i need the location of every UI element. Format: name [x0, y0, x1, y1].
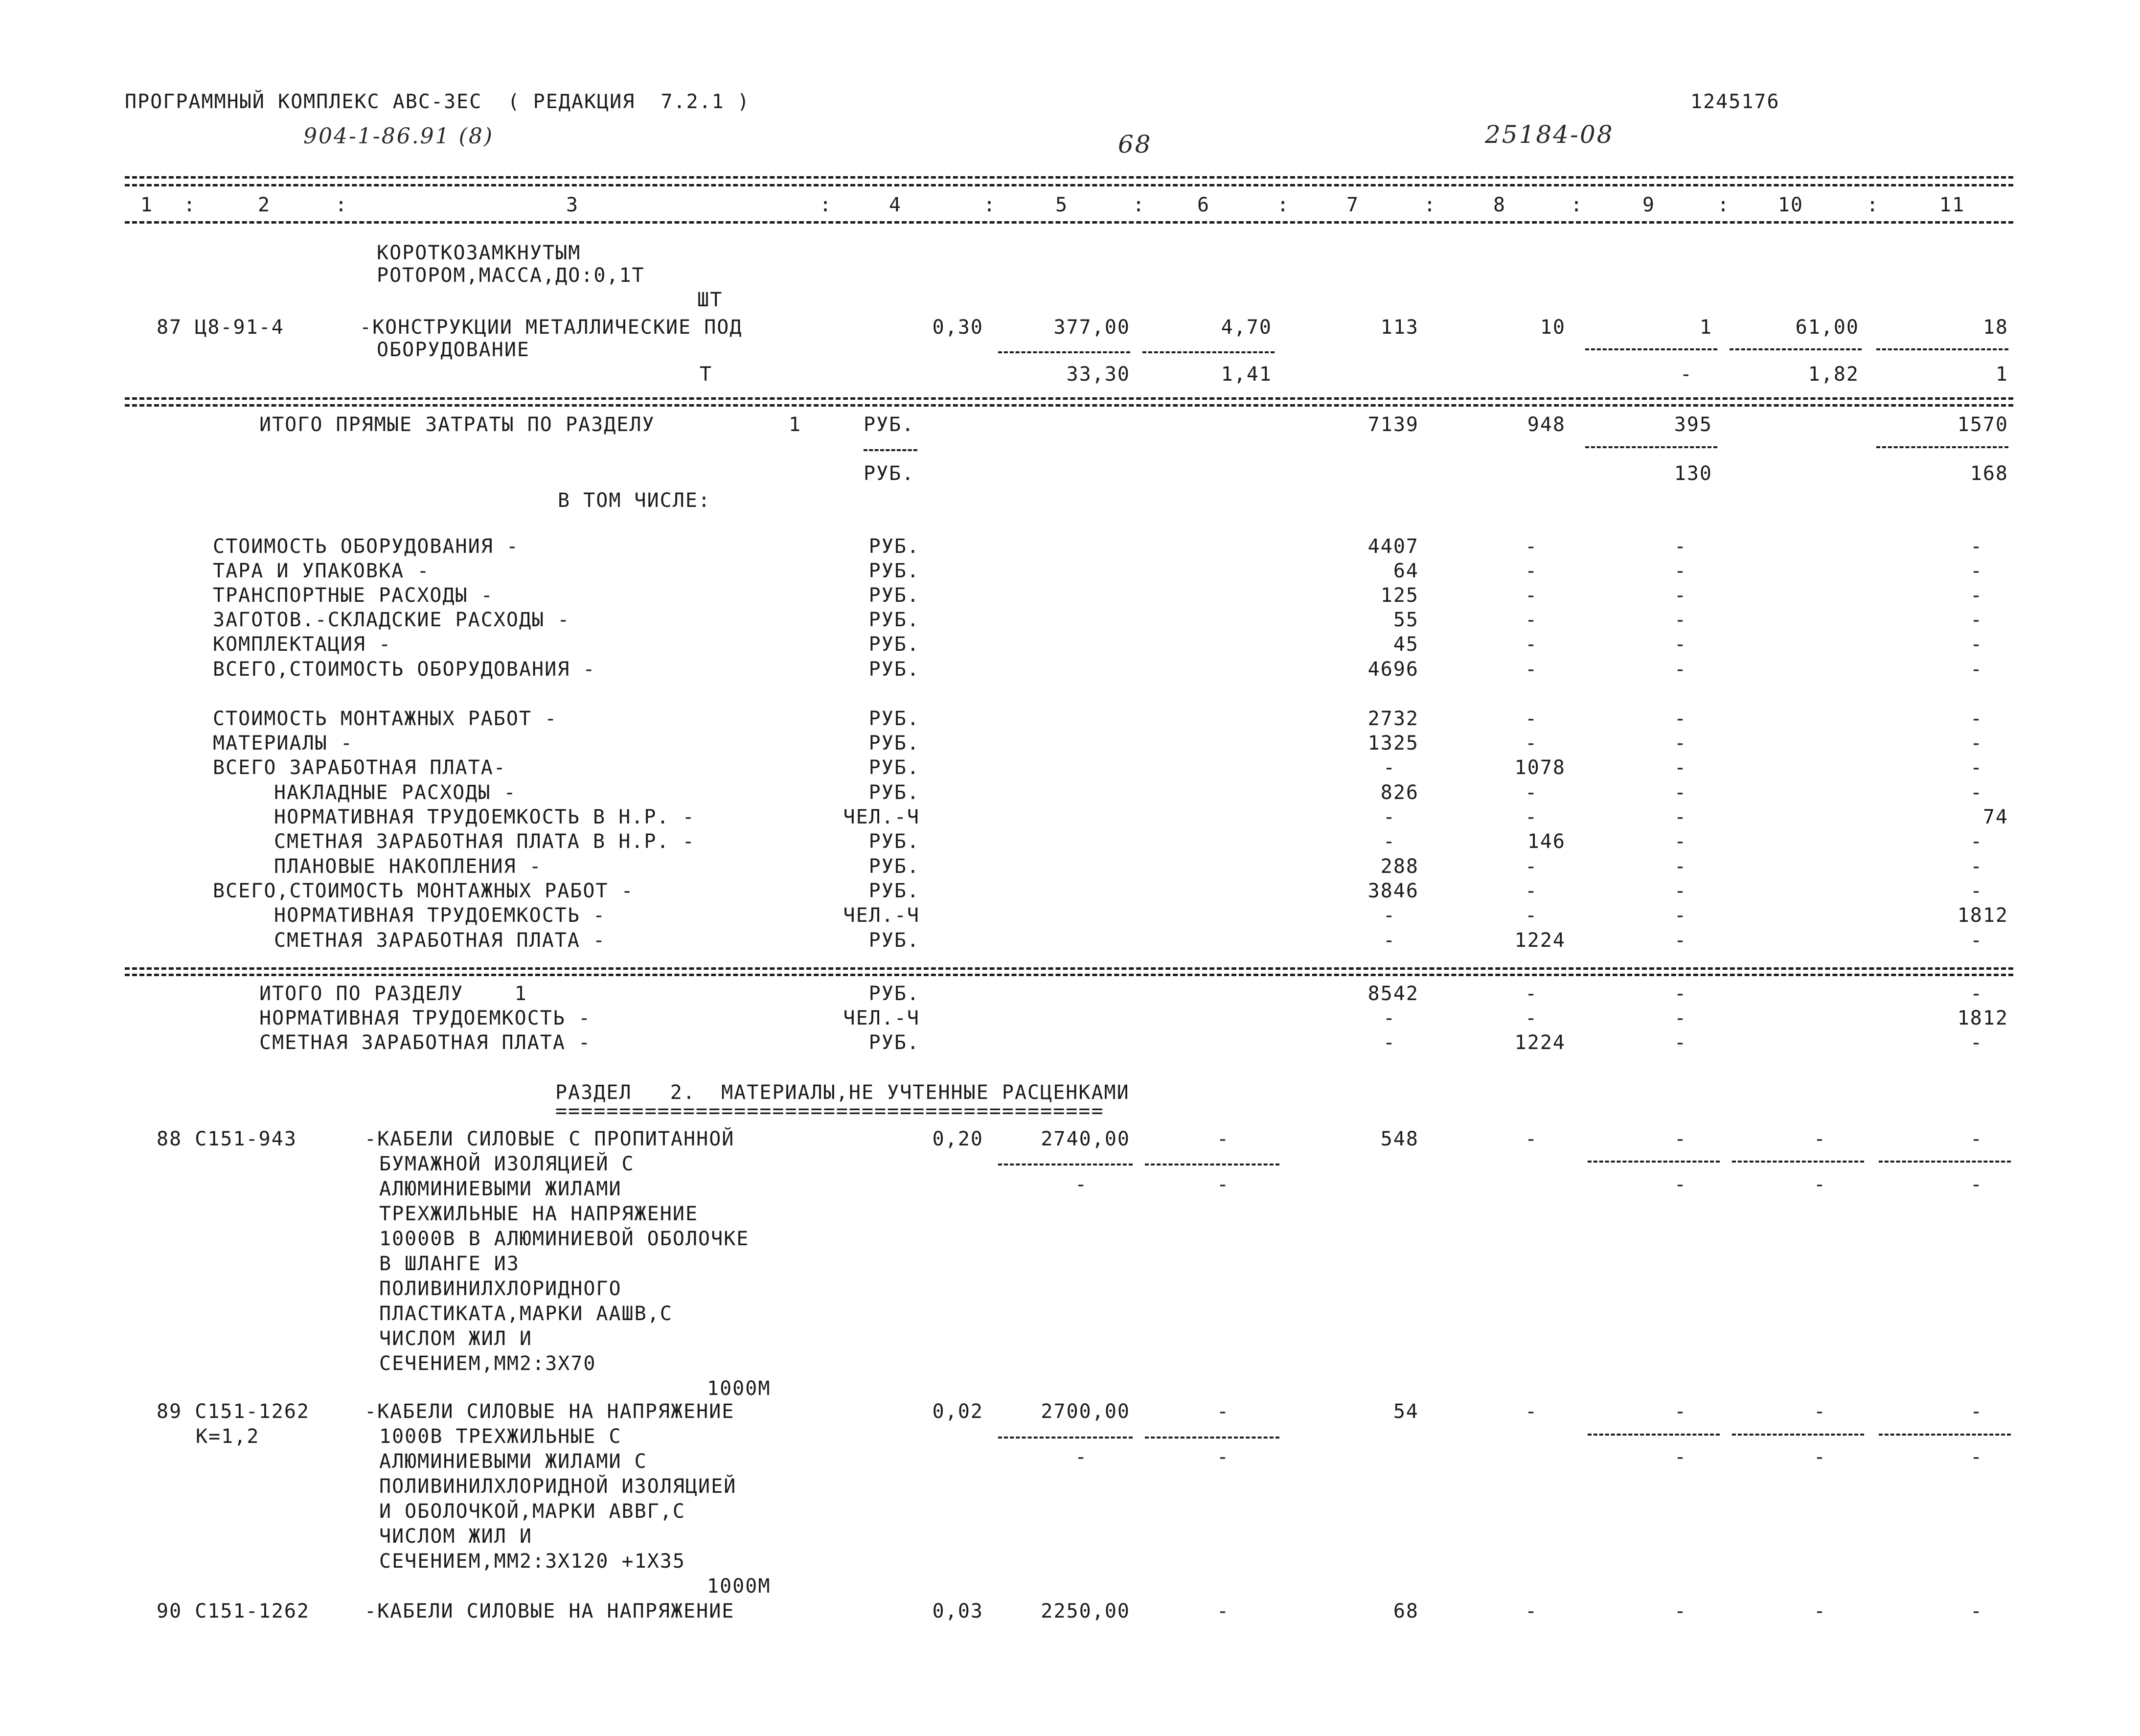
- item-c11: -: [1970, 1400, 1983, 1423]
- section-total-c9: -: [1674, 1031, 1687, 1054]
- item-c8: -: [1525, 1400, 1538, 1423]
- breakdown-c11: -: [1970, 708, 1983, 730]
- breakdown-label: ЗАГОТОВ.-СКЛАДСКИЕ РАСХОДЫ -: [213, 609, 570, 631]
- item-number: 89 С151-1262: [157, 1400, 310, 1423]
- breakdown-c11: -: [1970, 732, 1983, 754]
- sub-rule: [998, 1437, 1133, 1439]
- section-rule: [125, 397, 2013, 400]
- breakdown-c8: -: [1525, 560, 1538, 582]
- breakdown-unit: РУБ.: [868, 658, 920, 681]
- item-c11: 18: [1982, 316, 2008, 339]
- sub-rule: [864, 449, 917, 451]
- col-3: 3: [566, 194, 579, 216]
- breakdown-unit: РУБ.: [868, 929, 920, 952]
- breakdown-unit: РУБ.: [868, 633, 920, 656]
- item-c5: 2740,00: [1041, 1128, 1130, 1150]
- breakdown-label: ВСЕГО,СТОИМОСТЬ ОБОРУДОВАНИЯ -: [213, 658, 596, 681]
- breakdown-label: НОРМАТИВНАЯ ТРУДОЕМКОСТЬ В Н.Р. -: [274, 806, 695, 828]
- page-number: 68: [1118, 130, 1152, 159]
- breakdown-label: ВСЕГО ЗАРАБОТНАЯ ПЛАТА-: [213, 756, 506, 779]
- item-desc-1: -КОНСТРУКЦИИ МЕТАЛЛИЧЕСКИЕ ПОД: [360, 316, 743, 339]
- item-desc-4: ПОЛИВИНИЛХЛОРИДНОЙ ИЗОЛЯЦИЕЙ: [379, 1475, 737, 1498]
- breakdown-c9: -: [1674, 806, 1687, 828]
- breakdown-label: СТОИМОСТЬ ОБОРУДОВАНИЯ -: [213, 535, 519, 558]
- item-desc-8: ПЛАСТИКАТА,МАРКИ ААШВ,С: [379, 1302, 673, 1325]
- item-c6-labor: -: [1216, 1173, 1230, 1196]
- sub-rule: [1732, 1434, 1864, 1436]
- breakdown-c9: -: [1674, 535, 1687, 558]
- section-total-c8: -: [1525, 1007, 1538, 1029]
- sub-rule: [1142, 351, 1275, 353]
- item-c5: 377,00: [1053, 316, 1130, 339]
- total-label: ИТОГО ПРЯМЫЕ ЗАТРАТЫ ПО РАЗДЕЛУ: [259, 413, 655, 436]
- breakdown-c8: -: [1525, 609, 1538, 631]
- breakdown-c9: -: [1674, 584, 1687, 607]
- item-c11: -: [1970, 1600, 1983, 1622]
- breakdown-c7: -: [1383, 904, 1396, 927]
- breakdown-c7: 4407: [1367, 535, 1419, 558]
- sub-rule: [1145, 1437, 1279, 1439]
- breakdown-c8: -: [1525, 584, 1538, 607]
- item-unit: 1000М: [707, 1575, 771, 1598]
- breakdown-c8: -: [1525, 880, 1538, 902]
- breakdown-c9: -: [1674, 830, 1687, 853]
- item-desc-6: В ШЛАНГЕ ИЗ: [379, 1253, 520, 1275]
- item-c9: 1: [1699, 316, 1712, 339]
- col-10: 10: [1777, 194, 1804, 216]
- breakdown-c9: -: [1674, 560, 1687, 582]
- breakdown-c8: -: [1525, 781, 1538, 804]
- prev-item-desc-2: РОТОРОМ,МАССА,ДО:0,1Т: [377, 264, 645, 287]
- breakdown-c11: 74: [1982, 806, 2008, 828]
- section-total-c8: 1224: [1514, 1031, 1566, 1054]
- breakdown-unit: РУБ.: [868, 732, 920, 754]
- col-9: 9: [1642, 194, 1656, 216]
- sub-rule: [1876, 446, 2008, 448]
- breakdown-c11: -: [1970, 560, 1983, 582]
- section-total-unit: РУБ.: [868, 982, 920, 1005]
- section-rule: [125, 404, 2013, 407]
- breakdown-c11: -: [1970, 535, 1983, 558]
- item-c6: -: [1216, 1400, 1230, 1423]
- item-c11: -: [1970, 1128, 1983, 1150]
- item-c10: -: [1813, 1128, 1827, 1150]
- item-desc-7: ПОЛИВИНИЛХЛОРИДНОГО: [379, 1278, 622, 1300]
- section-total-c8: -: [1525, 982, 1538, 1005]
- item-c10-labor: -: [1813, 1446, 1827, 1468]
- breakdown-c9: -: [1674, 732, 1687, 754]
- breakdown-label: МАТЕРИАЛЫ -: [213, 732, 353, 754]
- breakdown-label: СМЕТНАЯ ЗАРАБОТНАЯ ПЛАТА -: [274, 929, 606, 952]
- item-c9-labor: -: [1674, 1446, 1687, 1468]
- total-c8: 948: [1527, 413, 1566, 436]
- breakdown-c7: 2732: [1367, 708, 1419, 730]
- section-2-title: РАЗДЕЛ 2. МАТЕРИАЛЫ,НЕ УЧТЕННЫЕ РАСЦЕНКАМИ: [555, 1081, 1130, 1104]
- col-11: 11: [1939, 194, 1965, 216]
- breakdown-c9: -: [1674, 708, 1687, 730]
- item-desc-1: -КАБЕЛИ СИЛОВЫЕ НА НАПРЯЖЕНИЕ: [364, 1400, 735, 1423]
- breakdown-c9: -: [1674, 609, 1687, 631]
- item-desc-2: 1000В ТРЕХЖИЛЬНЫЕ С: [379, 1425, 622, 1448]
- sub-rule: [1588, 1434, 1720, 1436]
- breakdown-c9: -: [1674, 855, 1687, 878]
- section-total-c11: -: [1970, 1031, 1983, 1054]
- breakdown-label: СМЕТНАЯ ЗАРАБОТНАЯ ПЛАТА В Н.Р. -: [274, 830, 695, 853]
- breakdown-unit: РУБ.: [868, 880, 920, 902]
- item-c6: -: [1216, 1600, 1230, 1622]
- breakdown-c11: -: [1970, 929, 1983, 952]
- breakdown-label: ВСЕГО,СТОИМОСТЬ МОНТАЖНЫХ РАБОТ -: [213, 880, 634, 902]
- total-unit-2: РУБ.: [864, 462, 915, 485]
- item-number: 90 С151-1262: [157, 1600, 310, 1622]
- item-c6: -: [1216, 1128, 1230, 1150]
- item-c5-labor: -: [1074, 1446, 1088, 1468]
- item-c11-labor: -: [1970, 1173, 1983, 1196]
- item-c10: -: [1813, 1600, 1827, 1622]
- breakdown-c8: -: [1525, 855, 1538, 878]
- program-title: ПРОГРАММНЫЙ КОМПЛЕКС АВС-3ЕС ( РЕДАКЦИЯ 7.2.1 ): [125, 91, 751, 113]
- breakdown-c11: -: [1970, 830, 1983, 853]
- item-c7: 68: [1393, 1600, 1419, 1622]
- document-number: 1245176: [1690, 91, 1780, 113]
- col-6: 6: [1197, 194, 1210, 216]
- section-2-underline: ===========================================: [555, 1100, 1104, 1122]
- item-c9-labor: -: [1674, 1173, 1687, 1196]
- header-rule-mid: [125, 184, 2013, 186]
- item-unit: Т: [700, 363, 713, 386]
- item-c8: -: [1525, 1600, 1538, 1622]
- prev-item-unit: ШТ: [697, 289, 723, 311]
- sub-rule: [998, 1164, 1133, 1165]
- item-c10: 61,00: [1795, 316, 1859, 339]
- breakdown-c7: 826: [1380, 781, 1419, 804]
- section-total-label: ИТОГО ПО РАЗДЕЛУ 1: [259, 982, 527, 1005]
- breakdown-c9: -: [1674, 658, 1687, 681]
- item-desc-10: СЕЧЕНИЕМ,ММ2:3Х70: [379, 1352, 596, 1375]
- including-label: В ТОМ ЧИСЛЕ:: [558, 489, 711, 512]
- breakdown-c9: -: [1674, 880, 1687, 902]
- breakdown-label: ТРАНСПОРТНЫЕ РАСХОДЫ -: [213, 584, 494, 607]
- item-desc-4: ТРЕХЖИЛЬНЫЕ НА НАПРЯЖЕНИЕ: [379, 1203, 699, 1225]
- breakdown-unit: РУБ.: [868, 781, 920, 804]
- sub-rule: [1585, 446, 1717, 448]
- breakdown-c9: -: [1674, 633, 1687, 656]
- breakdown-c8: 1224: [1514, 929, 1566, 952]
- sub-rule: [1145, 1164, 1279, 1165]
- item-c5: 2250,00: [1041, 1600, 1130, 1622]
- breakdown-c7: 125: [1380, 584, 1419, 607]
- item-c7: 113: [1380, 316, 1419, 339]
- stamp-code: 25184-08: [1485, 120, 1614, 149]
- col-1: 1: [140, 194, 154, 216]
- section-total-unit: РУБ.: [868, 1031, 920, 1054]
- sub-rule: [1879, 1434, 2011, 1436]
- breakdown-c9: -: [1674, 904, 1687, 927]
- item-desc-6: ЧИСЛОМ ЖИЛ И: [379, 1525, 532, 1548]
- item-c9: -: [1674, 1400, 1687, 1423]
- breakdown-label: ПЛАНОВЫЕ НАКОПЛЕНИЯ -: [274, 855, 542, 878]
- breakdown-c11: -: [1970, 584, 1983, 607]
- item-c6: 4,70: [1221, 316, 1272, 339]
- breakdown-c11: -: [1970, 609, 1983, 631]
- item-c5-labor: -: [1074, 1173, 1088, 1196]
- total-c7: 7139: [1367, 413, 1419, 436]
- item-number: 87 Ц8-91-4: [157, 316, 284, 339]
- breakdown-c11: -: [1970, 658, 1983, 681]
- sub-rule: [1588, 1161, 1720, 1163]
- sub-rule: [1732, 1161, 1864, 1163]
- breakdown-c7: -: [1383, 929, 1396, 952]
- project-code: 904-1-86.91 (8): [303, 124, 494, 149]
- section-total-c7: 8542: [1367, 982, 1419, 1005]
- item-c11-labor: 1: [1995, 363, 2008, 386]
- item-c11-labor: -: [1970, 1446, 1983, 1468]
- total-c11: 1570: [1957, 413, 2008, 436]
- section-rule: [125, 967, 2013, 970]
- item-desc-5: 10000В В АЛЮМИНИЕВОЙ ОБОЛОЧКЕ: [379, 1228, 750, 1250]
- breakdown-label: СТОИМОСТЬ МОНТАЖНЫХ РАБОТ -: [213, 708, 558, 730]
- section-total-c9: -: [1674, 982, 1687, 1005]
- total-c9-labor: 130: [1674, 462, 1712, 485]
- item-c5-labor: 33,30: [1066, 363, 1130, 386]
- breakdown-c9: -: [1674, 756, 1687, 779]
- item-desc-2: БУМАЖНОЙ ИЗОЛЯЦИЕЙ С: [379, 1153, 635, 1175]
- breakdown-c11: -: [1970, 855, 1983, 878]
- total-c9: 395: [1674, 413, 1712, 436]
- breakdown-c8: -: [1525, 904, 1538, 927]
- estimate-page: ПРОГРАММНЫЙ КОМПЛЕКС АВС-3ЕС ( РЕДАКЦИЯ 7.2.1 ) 1245176 904-1-86.91 (8) 68 25184-08 1 2 3 4 5 6 7 8 9 10 11 : : : : : : : : : : КОРОТКОЗАМКНУТЫМ РОТОРОМ,МАССА,ДО:0,1Т ШТ 87 Ц8-91-4 -КОНСТРУКЦИИ МЕТАЛЛИЧЕСКИЕ ПОД ОБОРУДОВАНИЕ Т 0,30 377,00 4,70 113 10 1 61,00 18 33,30 1,41 - 1,82 1 ИТОГО ПРЯМЫЕ ЗАТРАТЫ ПО РАЗДЕЛУ 1 РУБ. 7139 948 395 1570 РУБ. 130 168 В ТОМ ЧИСЛЕ: СТОИМОСТЬ ОБОРУДОВАНИЯ - РУБ. 4407 - - - ТАРА И УПАКОВКА - РУБ. 64 - - - ТРАНСПОРТНЫЕ РАСХОДЫ - РУБ. 125 - - - ЗАГОТОВ.-СКЛАДСКИЕ РАСХОДЫ - РУБ. 55 - - - КОМПЛЕКТАЦИЯ - РУБ. 45 - - - ВСЕГО,СТОИМОСТЬ ОБОРУДОВАНИЯ - РУБ. 4696 - - - СТОИМОСТЬ МОНТАЖНЫХ РАБОТ - РУБ. 2732 - - - МАТЕРИАЛЫ - РУБ. 1325 - - - ВСЕГО ЗАРАБОТНАЯ ПЛАТА- РУБ. - 1078 - - НАКЛАДНЫЕ РАСХОДЫ - РУБ. 826 - - - НОРМАТИВНАЯ ТРУДОЕМКОСТЬ В Н.Р. - ЧЕЛ.-Ч - - - 74 СМЕТНАЯ ЗАРАБОТНАЯ ПЛАТА В Н.Р. - РУБ. - 146 - - ПЛАНОВЫЕ НАКОПЛЕНИЯ - РУБ. 288 - - - ВСЕГО,СТОИМОСТЬ МОНТАЖНЫХ РАБОТ - РУБ. 3846 - - - НОРМАТИВНАЯ ТРУДОЕМКОСТЬ - ЧЕЛ.-Ч - - - 1812 СМЕТНАЯ ЗАРАБОТНАЯ ПЛАТА - РУБ. - 1224 - - ИТОГО ПО РАЗДЕЛУ 1 РУБ. 8542 - - - НОРМАТИВНАЯ ТРУДОЕМКОСТЬ - ЧЕЛ.-Ч - - - 1812 СМЕТНАЯ ЗАРАБОТНАЯ ПЛАТА - РУБ. - 1224 - - РАЗДЕЛ 2. МАТЕРИАЛЫ,НЕ УЧТЕННЫЕ РАСЦЕНКАМИ =========================================== 88 С151-943 -КАБЕЛИ СИЛОВЫЕ С ПРОПИТАННОЙ БУМАЖНОЙ ИЗОЛЯЦИЕЙ С АЛЮМИНИЕВЫМИ ЖИЛАМИ ТРЕХЖИЛЬНЫЕ НА НАПРЯЖЕНИЕ 10000В В АЛЮМИНИЕВОЙ ОБОЛОЧКЕ В ШЛАНГЕ ИЗ ПОЛИВИНИЛХЛОРИДНОГО ПЛАСТИКАТА,МАРКИ ААШВ,С ЧИСЛОМ ЖИЛ И СЕЧЕНИЕМ,ММ2:3Х70 1000М 0,20 2740,00 - 548 - - - - - - - - - 89 С151-1262 К=1,2 -КАБЕЛИ СИЛОВЫЕ НА НАПРЯЖЕНИЕ 1000В ТРЕХЖИЛЬНЫЕ С АЛЮМИНИЕВЫМИ ЖИЛАМИ С ПОЛИВИНИЛХЛОРИДНОЙ ИЗОЛЯЦИЕЙ И ОБОЛОЧКОЙ,МАРКИ АВВГ,С ЧИСЛОМ ЖИЛ И СЕЧЕНИЕМ,ММ2:3Х120 +1Х35 1000М 0,02 2700,00 - 54 - - - - - - - - - 90 С151-1262 -КАБЕЛИ СИЛОВЫЕ НА НАПРЯЖЕНИЕ 0,03 2250,00 - 68 - - - -: [0, 0, 2140, 1736]
- breakdown-unit: РУБ.: [868, 609, 920, 631]
- breakdown-unit: РУБ.: [868, 756, 920, 779]
- breakdown-c8: -: [1525, 658, 1538, 681]
- breakdown-c8: 1078: [1514, 756, 1566, 779]
- item-number: 88 С151-943: [157, 1128, 297, 1150]
- breakdown-c7: 45: [1393, 633, 1419, 656]
- breakdown-label: НАКЛАДНЫЕ РАСХОДЫ -: [274, 781, 517, 804]
- header-rule-top: [125, 176, 2013, 179]
- col-5: 5: [1055, 194, 1069, 216]
- item-unit: 1000М: [707, 1377, 771, 1400]
- breakdown-c7: 3846: [1367, 880, 1419, 902]
- item-desc-2: ОБОРУДОВАНИЕ: [377, 339, 530, 361]
- sub-rule: [1876, 348, 2008, 350]
- sub-rule: [1730, 348, 1862, 350]
- section-total-c7: -: [1383, 1007, 1396, 1029]
- breakdown-label: ТАРА И УПАКОВКА -: [213, 560, 430, 582]
- breakdown-c7: -: [1383, 756, 1396, 779]
- item-desc-3: АЛЮМИНИЕВЫМИ ЖИЛАМИ: [379, 1178, 622, 1200]
- item-c9: -: [1674, 1128, 1687, 1150]
- section-total-c11: -: [1970, 982, 1983, 1005]
- sub-rule: [1879, 1161, 2011, 1163]
- breakdown-c7: 1325: [1367, 732, 1419, 754]
- total-unit: РУБ.: [864, 413, 915, 436]
- breakdown-c7: -: [1383, 830, 1396, 853]
- item-desc-3: АЛЮМИНИЕВЫМИ ЖИЛАМИ С: [379, 1450, 647, 1473]
- breakdown-unit: РУБ.: [868, 535, 920, 558]
- item-c6-labor: -: [1216, 1446, 1230, 1468]
- breakdown-c8: 146: [1527, 830, 1566, 853]
- item-c10-labor: -: [1813, 1173, 1827, 1196]
- header-rule-bottom: [125, 221, 2013, 224]
- breakdown-label: КОМПЛЕКТАЦИЯ -: [213, 633, 392, 656]
- breakdown-c7: -: [1383, 806, 1396, 828]
- breakdown-unit: РУБ.: [868, 560, 920, 582]
- section-total-label: НОРМАТИВНАЯ ТРУДОЕМКОСТЬ -: [259, 1007, 592, 1029]
- item-c9-labor: -: [1680, 363, 1693, 386]
- item-c7: 548: [1380, 1128, 1419, 1150]
- item-c6-labor: 1,41: [1221, 363, 1272, 386]
- breakdown-c7: 55: [1393, 609, 1419, 631]
- breakdown-c11: -: [1970, 781, 1983, 804]
- total-section: 1: [789, 413, 802, 436]
- breakdown-c11: -: [1970, 633, 1983, 656]
- item-c5: 2700,00: [1041, 1400, 1130, 1423]
- breakdown-c11: 1812: [1957, 904, 2008, 927]
- item-qty: 0,20: [932, 1128, 983, 1150]
- item-c10-labor: 1,82: [1808, 363, 1859, 386]
- breakdown-c8: -: [1525, 732, 1538, 754]
- section-rule: [125, 974, 2013, 976]
- col-2: 2: [257, 194, 271, 216]
- breakdown-c8: -: [1525, 633, 1538, 656]
- breakdown-c9: -: [1674, 781, 1687, 804]
- section-total-c11: 1812: [1957, 1007, 2008, 1029]
- item-coefficient: К=1,2: [196, 1425, 260, 1448]
- item-desc-9: ЧИСЛОМ ЖИЛ И: [379, 1327, 532, 1350]
- total-c11-labor: 168: [1970, 462, 2008, 485]
- item-qty: 0,02: [932, 1400, 983, 1423]
- breakdown-c8: -: [1525, 708, 1538, 730]
- section-total-c7: -: [1383, 1031, 1396, 1054]
- breakdown-c7: 4696: [1367, 658, 1419, 681]
- item-c8: -: [1525, 1128, 1538, 1150]
- section-total-unit: ЧЕЛ.-Ч: [843, 1007, 920, 1029]
- item-c7: 54: [1393, 1400, 1419, 1423]
- item-c10: -: [1813, 1400, 1827, 1423]
- breakdown-c7: 64: [1393, 560, 1419, 582]
- item-desc-1: -КАБЕЛИ СИЛОВЫЕ НА НАПРЯЖЕНИЕ: [364, 1600, 735, 1622]
- sub-rule: [1585, 348, 1717, 350]
- item-qty: 0,30: [932, 316, 983, 339]
- item-c9: -: [1674, 1600, 1687, 1622]
- section-total-label: СМЕТНАЯ ЗАРАБОТНАЯ ПЛАТА -: [259, 1031, 592, 1054]
- sub-rule: [998, 351, 1130, 353]
- breakdown-unit: ЧЕЛ.-Ч: [843, 904, 920, 927]
- breakdown-unit: РУБ.: [868, 708, 920, 730]
- breakdown-c8: -: [1525, 806, 1538, 828]
- breakdown-unit: ЧЕЛ.-Ч: [843, 806, 920, 828]
- col-8: 8: [1493, 194, 1506, 216]
- breakdown-unit: РУБ.: [868, 830, 920, 853]
- breakdown-c9: -: [1674, 929, 1687, 952]
- col-4: 4: [888, 194, 902, 216]
- item-desc-5: И ОБОЛОЧКОЙ,МАРКИ АВВГ,С: [379, 1500, 685, 1523]
- breakdown-c11: -: [1970, 756, 1983, 779]
- item-qty: 0,03: [932, 1600, 983, 1622]
- item-c8: 10: [1540, 316, 1566, 339]
- breakdown-label: НОРМАТИВНАЯ ТРУДОЕМКОСТЬ -: [274, 904, 606, 927]
- breakdown-c7: 288: [1380, 855, 1419, 878]
- item-desc-1: -КАБЕЛИ СИЛОВЫЕ С ПРОПИТАННОЙ: [364, 1128, 735, 1150]
- col-7: 7: [1346, 194, 1360, 216]
- item-desc-7: СЕЧЕНИЕМ,ММ2:3Х120 +1Х35: [379, 1550, 685, 1573]
- section-total-c9: -: [1674, 1007, 1687, 1029]
- prev-item-desc-1: КОРОТКОЗАМКНУТЫМ: [377, 242, 581, 264]
- breakdown-unit: РУБ.: [868, 584, 920, 607]
- breakdown-c8: -: [1525, 535, 1538, 558]
- breakdown-c11: -: [1970, 880, 1983, 902]
- breakdown-unit: РУБ.: [868, 855, 920, 878]
